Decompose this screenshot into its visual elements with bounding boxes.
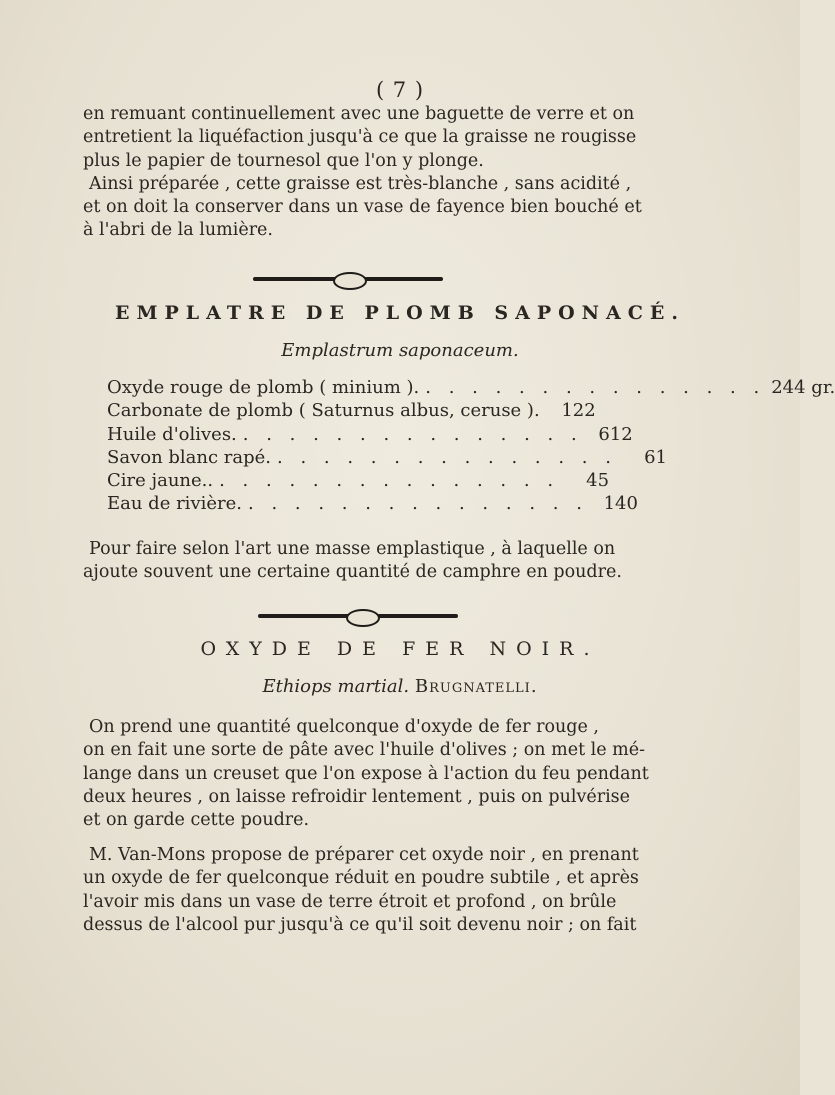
latin-subtitle: Emplastrum saponaceum. [281, 340, 519, 361]
list-item [107, 470, 610, 493]
method-paragraph [83, 538, 643, 585]
ingredient-quantity: 244 gr. [771, 377, 835, 398]
list-item [107, 446, 667, 470]
text-line: on en fait une sorte de pâte avec l'huile d'olives ; on met le mé- [83, 740, 646, 761]
list-item [107, 377, 835, 400]
ornamental-rule [253, 277, 443, 281]
text-line: On prend une quantité quelconque d'oxyde de fer rouge , [89, 717, 599, 737]
text-line: à l'abri de la lumière. [83, 220, 273, 241]
text-line: ajoute souvent une certaine quantité de camphre en poudre. [83, 562, 622, 583]
ornamental-rule [258, 614, 458, 618]
intro-paragraph [83, 103, 643, 243]
text-line: M. Van-Mons propose de préparer cet oxyde noir , en prenant [89, 845, 639, 865]
text-line: Ainsi préparée , cette graisse est très-blanche , sans acidité , [89, 173, 632, 194]
text-line: un oxyde de fer quelconque réduit en poudre subtile , et après [83, 868, 639, 889]
section-heading-oxyde: OXYDE DE FER NOIR. [200, 638, 600, 660]
text-line: plus le papier de tournesol que l'on y plonge. [83, 150, 484, 171]
ingredient-name: Huile d'olives. [107, 423, 237, 445]
text-line: entretient la liquéfaction jusqu'à ce que la graisse ne rougisse [83, 127, 637, 148]
ingredient-quantity: 45 [586, 470, 610, 492]
latin-subtitle [0, 676, 800, 697]
list-item [107, 493, 638, 516]
leader-dots: . . . . . . . . . . . . . . . [242, 423, 583, 445]
text-line: deux heures , on laisse refroidir lentement , puis on pulvérise [83, 786, 631, 807]
ingredient-quantity: 122 [561, 400, 596, 422]
ingredient-name: Oxyde rouge de plomb ( minium ). [107, 377, 420, 398]
section-heading-emplatre: EMPLATRE DE PLOMB SAPONACÉ. [115, 302, 685, 324]
text-line: en remuant continuellement avec une baguette de verre et on [83, 104, 635, 124]
text-line: dessus de l'alcool pur jusqu'à ce qu'il soit devenu noir ; on fait [83, 914, 637, 935]
leader-dots: . . . . . . . . . . . . . . . [248, 493, 588, 515]
text-line: lange dans un creuset que l'on expose à l'action du feu pendant [83, 763, 649, 784]
latin-name: Ethiops martial. [262, 676, 410, 697]
text-line: et on garde cette poudre. [83, 810, 310, 831]
leader-dots: . . . . . . . . . . . . . . . [219, 470, 560, 492]
leader-dots: . . . . . . . . . . . . . . . [425, 377, 766, 398]
list-item [107, 423, 633, 447]
ingredient-name: Carbonate de plomb ( Saturnus albus, ceruse ). [107, 400, 540, 422]
ingredient-name: Savon blanc rapé. [107, 446, 272, 468]
text-line: l'avoir mis dans un vase de terre étroit et profond , on brûle [83, 891, 617, 912]
leader-dots: . . . . . . . . . . . . . . . [277, 446, 617, 468]
author-name: Brugnatelli. [414, 676, 538, 697]
ingredient-name: Eau de rivière. [107, 493, 242, 515]
text-line: Pour faire selon l'art une masse emplastique , à laquelle on [89, 539, 616, 559]
oxyde-paragraph-1 [83, 716, 649, 832]
page-number: ( 7 ) [375, 78, 425, 102]
ingredient-quantity: 61 [644, 446, 667, 468]
ingredient-quantity: 140 [603, 493, 638, 515]
ingredient-list [107, 377, 835, 517]
ingredient-name: Cire jaune.. [107, 470, 214, 492]
ingredient-quantity: 612 [598, 423, 633, 445]
list-item [107, 400, 596, 423]
oxyde-paragraph-2 [83, 844, 643, 937]
text-line: et on doit la conserver dans un vase de fayence bien bouché et [83, 197, 642, 218]
